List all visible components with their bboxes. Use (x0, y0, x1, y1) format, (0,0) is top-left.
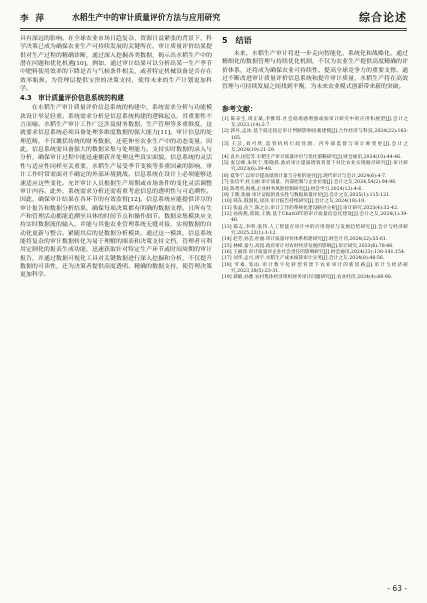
reference-item: [17] 刘华,孟兴,周宇.水稻生产成本核算审计实务[J].会计之友,2024(8):48-56. (222, 256, 385, 262)
reference-item: [18] 罗素,邹雨.审计数字化转型背景下农业审计的新思路[J].审计与经济研究,2023,38(5):23-31. (222, 262, 408, 274)
reference-item: [11] 张晶,伍兰,陈之岳.审计工作的系统化建设路径分析[J].审计研究,2023(4):32-42. (222, 205, 399, 211)
header-title: 水稻生产中的审计质量评价方法与应用研究 (72, 13, 221, 22)
right-column (222, 35, 408, 282)
page-number: - 63 - (387, 584, 407, 593)
section-heading-4-3: 4.3 审计质量评价信息系统的构建 (20, 94, 124, 103)
reference-item: [16] 王丽萍.审计质量对企业社会责任的影响研究[J].财会通讯,2024(23):138-141,154. (222, 249, 406, 255)
body-paragraph: 在水稻生产审计质量评价信息系统的构建中，系统需求分析与功能模块设计举足轻重。系统需求分析是信息系统构建的逻辑起点，其重要性不言而喻。水稻生产审计工作广泛涉及财务数据、生产管理等多重维度，这就要求信息系统必须具备处理多维度数据的强大能力[11]。审计信息的处理范畴，不仅囊括传统的财务数据，还延伸至农业生产中的动态变量，因此，信息系统需具备强大的数据采集与处理能力。支持实时数据的录入与分析，确保审计过程中能迅速捕获并处理这些真实面貌。信息系统的灵活性与适应性同样至关重要，水稻生产易受季节变换等多重因素的影响，审计工作时常需面对不确定的外部环境挑战。信息系统在设计上必须能够迅速适应这些变化。允许审计人员根据生产周期或市场条件的变化灵活调整审计内容。此外，系统需求分析还需着重考虑信息的透明性与可追溯性。因此，确保审计结果在各环节的有效监督[12]。信息系统应能提供详尽的审计报告和数据分析结果，确保每项决策都有明确的数据支撑。且所有生产和管理活动都能追溯至具体的时间节点和操作细节。数据采集模块应支持实时数据流的输入，并能与其他农业管理系统无缝对接，实现数据的自动化更新与整合。紧随其后的是数据分析模块，通过这一模块，信息系统能将复杂的审计数据转化为易于理解的图表和决策支持文档，管理者可利用定制化的报表生成功能，迅速获取针对特定生产环节或时间周期的审计报告，并通过数据可视化工具对关键数据进行深入挖掘和分析，不仅提升数据的可读性，还为决策者提供高度透明、精确的数据支持，使管理决策更加科学。 (20, 105, 212, 279)
reference-item: [19] 郝敏,孙雅.农村集体经济组织财务审计问题研究[J].农业经济,2024(4):88-90. (222, 275, 393, 281)
references-heading: 参考文献： (222, 104, 257, 113)
reference-item: [4] 袁兵,国玺芳.水稻生产审计质量评价与优化策略研究[J].财会通讯,2024(10):44-46. (222, 154, 402, 160)
header-section-label: 综合论述 (359, 11, 407, 24)
reference-item: [2] 郭丹,孟冰.基于稳定指定审计判断影响因素建模[J].合作经济与科技,2024(22):163-165. (222, 129, 408, 141)
reference-item: [15] 林峰,秦力,高超.政府审计对农村经济发展的影响[J].审计研究,2023(6):78-86. (222, 243, 394, 249)
reference-item: [13] 陈志,李明,张伟.人工智能在审计中的应用现状与发展趋势研究[J].会计与经济研究,2025,22(1):1-12. (222, 224, 408, 236)
left-column (20, 35, 212, 280)
section-heading-conclusion: 5 结语 (222, 36, 252, 45)
header-rule (20, 30, 407, 31)
body-paragraph: 未来，水稻生产审计将进一步走向智能化、系统化和战略化。通过精细化的数据管理与持续优化机制，不仅为农业生产提供高度精确的评价体系，还将成为确保农业可持续性、提高全球竞争力的重要支撑。通过不断改进审计质量评价信息系统和提升审计质量，水稻生产将在高效管理与可持续发展之间找到平衡，为未来农业模式创新带来新的突破。 (222, 51, 408, 91)
references-list (222, 117, 408, 282)
reference-item: [3] 王芸,刘可欣,监管机构行政处理、内外部监督与审计师变更[J].会计之友,2024(19):21-29. (222, 142, 408, 154)
reference-item: [12] 孙海燕,郑锦,王晓.基于ChatGPT的审计质量信息化建设[J].会计之友,2024(1):39-46. (222, 211, 408, 224)
reference-item: [5] 张汉峰,朱铁宁,柴晓晨.政府审计提质增效背景下对比农业实现路径研究[J].审计研究,2023(6):39-48. (222, 161, 408, 173)
reference-item: [1] 陈宋生,周正斌,李雅琪.社会稳场感增强或加审计研究中的应用和展望[J].会计之友,2023,(14):2-7. (222, 116, 408, 129)
reference-item: [8] 陈秀英,海燕.企业财务风险控制研究[J].财会学习,2024(12):4-6. (222, 186, 363, 192)
reference-item: [6] 夏冬宁.以审计提高绩效计量与分析的途径[J].现代审计与会计,2024(6):4-7. (222, 173, 387, 179)
reference-item: [7] 张培平,杜玉丽.审计质量、内部控制与企业价值[J].会计之友,2024,54(2):94-96. (222, 180, 397, 186)
body-paragraph: 具有深远的影响。在全球农业市场日趋复杂、资源日益紧张的背景下，科学决策已成为确保农业生产可持续发展的关键所在。审计质量评价结果提供对生产过程的精确诊断，通过深入挖掘各类数据，揭示出水稻生产中的潜在问题和优化机遇[10]。例如，通过审计结果可以分析出某一生产季节中肥料使用效率的下降是否与气候条件相关，或者特定机械设备是否存在效率瓶颈。为管理层提供宝贵的决策支持，使得未来的生产计划更加科学。 (20, 36, 212, 93)
header-author: 李 萍 (20, 14, 46, 24)
reference-item: [14] 赵芳,孙芸,杜丽.审计质量评价体系构建研究[J].财会月刊,2024(22):55-61. (222, 237, 388, 243)
reference-item: [9] 王敬,张丽.审计证据的真实性与数据质量评价[J].会计之友,2025(1):115-121. (222, 192, 391, 198)
reference-item: [10] 韩东,殷润民,徐萍.审计报告持续研究[J].会计之友,2024(18):10. (222, 199, 366, 205)
running-header (20, 8, 407, 29)
